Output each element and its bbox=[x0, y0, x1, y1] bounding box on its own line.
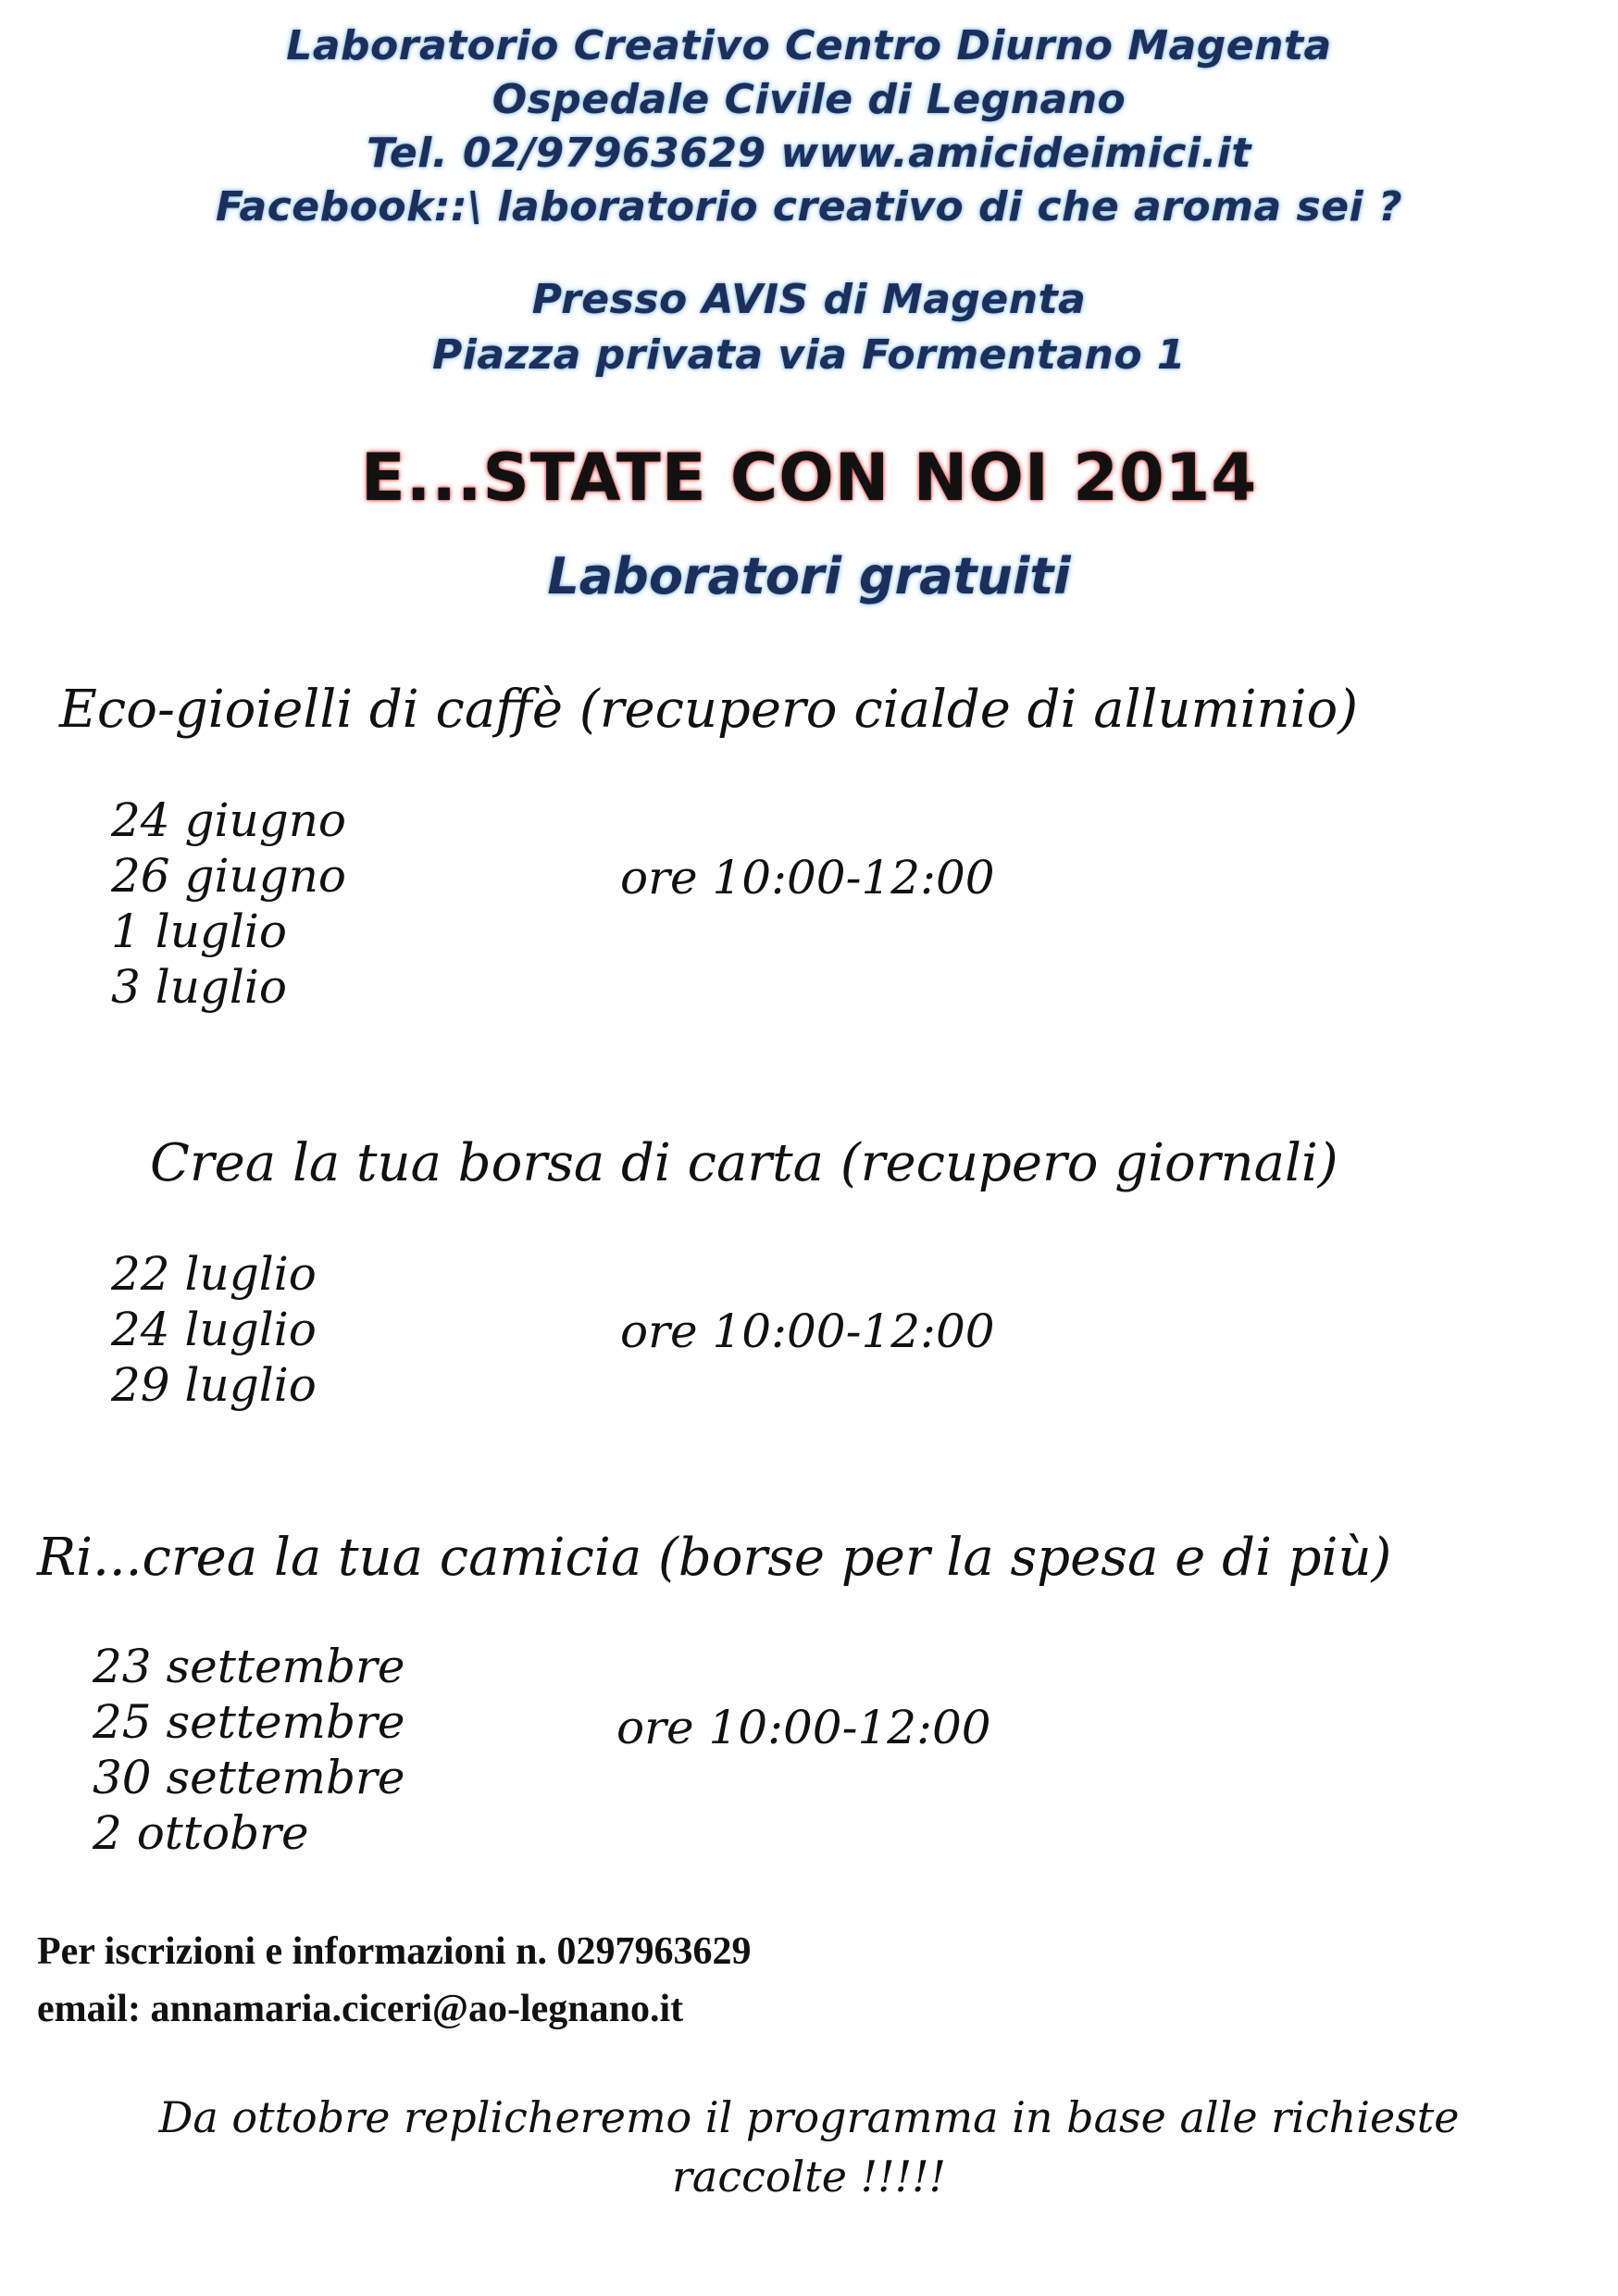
workshop-dates-1 bbox=[111, 792, 346, 1015]
location-address: Piazza privata via Formentano 1 bbox=[431, 331, 1186, 379]
workshop-dates-3 bbox=[93, 1639, 404, 1861]
header-organization: Laboratorio Creativo Centro Diurno Magenta bbox=[286, 22, 1332, 69]
date-item: 23 settembre bbox=[93, 1640, 405, 1693]
date-item: 26 giugno bbox=[111, 849, 347, 903]
contact-email: email: annamaria.ciceri@ao-legnano.it bbox=[37, 1988, 684, 2030]
location-name: Presso AVIS di Magenta bbox=[531, 276, 1087, 323]
workshop-time-1: ore 10:00-12:00 bbox=[620, 851, 995, 905]
workshop-title-1: Eco-gioielli di caffè (recupero cialde di alluminio) bbox=[59, 680, 1359, 740]
date-item: 3 luglio bbox=[111, 960, 287, 1014]
closing-note-line-2: raccolte !!!!! bbox=[671, 2152, 947, 2202]
closing-note-line-1: Da ottobre replicheremo il programma in base alle richieste bbox=[158, 2092, 1460, 2142]
event-subtitle: Laboratori gratuiti bbox=[547, 547, 1071, 605]
workshop-time-2: ore 10:00-12:00 bbox=[620, 1304, 995, 1358]
contact-phone: Per iscrizioni e informazioni n. 0297963629 bbox=[37, 1930, 752, 1973]
event-title: E...STATE CON NOI 2014 bbox=[360, 440, 1258, 516]
date-item: 24 luglio bbox=[111, 1303, 317, 1356]
date-item: 2 ottobre bbox=[93, 1806, 309, 1860]
workshop-time-3: ore 10:00-12:00 bbox=[616, 1701, 991, 1754]
workshop-title-2: Crea la tua borsa di carta (recupero giornali) bbox=[150, 1133, 1338, 1193]
workshop-title-3: Ri...crea la tua camicia (borse per la spesa e di più) bbox=[37, 1528, 1392, 1588]
header-hospital: Ospedale Civile di Legnano bbox=[492, 76, 1126, 123]
date-item: 22 luglio bbox=[111, 1247, 317, 1301]
date-item: 29 luglio bbox=[111, 1358, 317, 1412]
date-item: 25 settembre bbox=[93, 1695, 405, 1749]
header-contacts: Tel. 02/97963629 www.amicideimici.it bbox=[367, 130, 1251, 177]
date-item: 24 giugno bbox=[111, 793, 347, 847]
header-facebook: Facebook::\ laboratorio creativo di che aroma sei ? bbox=[216, 183, 1402, 231]
date-item: 1 luglio bbox=[111, 905, 287, 958]
date-item: 30 settembre bbox=[93, 1751, 405, 1804]
workshop-dates-2 bbox=[111, 1246, 317, 1413]
